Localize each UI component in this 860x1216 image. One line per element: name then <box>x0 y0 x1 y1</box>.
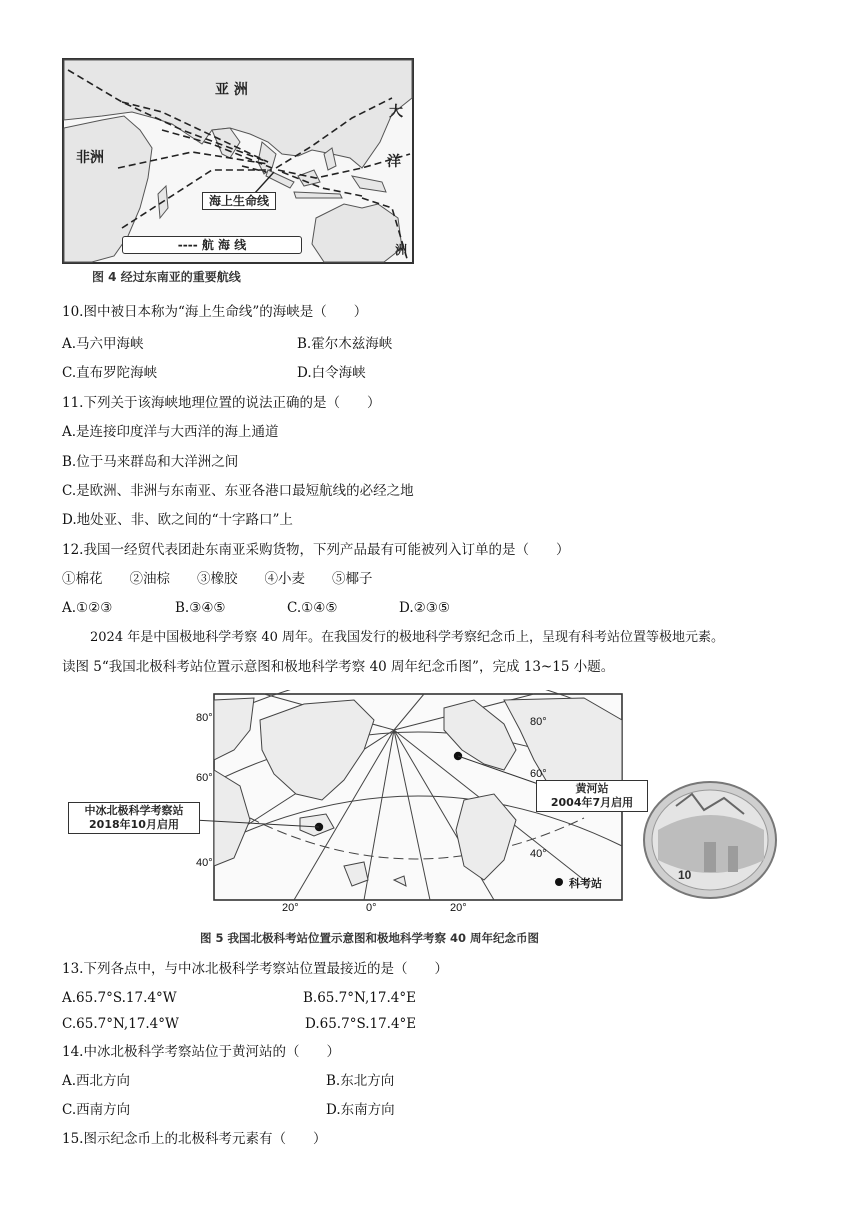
lat-label-right-40: 40° <box>530 848 547 860</box>
q12-stem: 12.我国一经贸代表团赴东南亚采购货物，下列产品最有可能被列入订单的是（ ） <box>62 542 570 558</box>
q13-option-a[interactable]: A.65.7°S.17.4°W <box>62 990 177 1006</box>
legend-station-dot <box>555 878 563 886</box>
lat-label-right-60: 60° <box>530 768 547 780</box>
coin-value: 10 <box>678 868 692 882</box>
q12-option-a[interactable]: A.①②③ <box>62 600 113 616</box>
lat-label-left-40: 40° <box>196 857 213 869</box>
q12-option-d[interactable]: D.②③⑤ <box>399 600 450 616</box>
label-africa: 非洲 <box>76 150 104 166</box>
intro-line-2: 读图 5“我国北极科考站位置示意图和极地科学考察 40 周年纪念币图”，完成 13~15 小题。 <box>62 659 615 675</box>
q12-option-b[interactable]: B.③④⑤ <box>175 600 226 616</box>
q11-option-b[interactable]: B.位于马来群岛和大洋洲之间 <box>62 454 239 470</box>
figure-5-caption: 图 5 我国北极科考站位置示意图和极地科学考察 40 周年纪念币图 <box>200 931 540 945</box>
lon-label-20w: 20° <box>282 902 299 914</box>
q14-option-b[interactable]: B.东北方向 <box>326 1073 395 1089</box>
q13-option-d[interactable]: D.65.7°S.17.4°E <box>305 1016 417 1032</box>
q11-option-a[interactable]: A.是连接印度洋与大西洋的海上通道 <box>62 424 279 440</box>
q11-option-c[interactable]: C.是欧洲、非洲与东南亚、东亚各港口最短航线的必经之地 <box>62 483 414 499</box>
lat-label-left-80: 80° <box>196 712 213 724</box>
lon-label-0: 0° <box>366 902 377 914</box>
q15-stem: 15.图示纪念币上的北极科考元素有（ ） <box>62 1131 327 1147</box>
q10-option-d[interactable]: D.白令海峡 <box>297 365 366 381</box>
route-legend: ---- 航 海 线 <box>122 236 302 254</box>
lon-label-20e: 20° <box>450 902 467 914</box>
label-oceania-mid: 洋 <box>387 154 401 170</box>
q11-option-d[interactable]: D.地处亚、非、欧之间的“十字路口”上 <box>62 512 293 528</box>
lat-label-left-60: 60° <box>196 772 213 784</box>
q13-stem: 13.下列各点中，与中冰北极科学考察站位置最接近的是（ ） <box>62 961 448 977</box>
lat-label-right-80: 80° <box>530 716 547 728</box>
q14-option-a[interactable]: A.西北方向 <box>62 1073 131 1089</box>
q12-option-c[interactable]: C.①④⑤ <box>287 600 338 616</box>
q14-stem: 14.中冰北极科学考察站位于黄河站的（ ） <box>62 1044 340 1060</box>
figure-4-map <box>62 58 414 264</box>
lifeline-label: 海上生命线 <box>202 192 276 210</box>
label-asia: 亚 洲 <box>215 82 248 98</box>
q10-option-a[interactable]: A.马六甲海峡 <box>62 336 144 352</box>
q14-option-d[interactable]: D.东南方向 <box>326 1102 395 1118</box>
intro-line-1: 2024 年是中国极地科学考察 40 周年。在我国发行的极地科学考察纪念币上，呈现有科考站位置等极地元素。 <box>90 630 725 645</box>
huanghe-station-date: 2004年7月启用 <box>550 796 634 809</box>
q10-option-b[interactable]: B.霍尔木兹海峡 <box>297 336 393 352</box>
label-oceania-bottom: 洲 <box>395 243 408 257</box>
q12-items: ①棉花 ②油棕 ③橡胶 ④小麦 ⑤椰子 <box>62 571 373 587</box>
q11-stem: 11.下列关于该海峡地理位置的说法正确的是（ ） <box>62 395 381 411</box>
zhongbing-station-name: 中冰北极科学考察站 <box>84 804 184 817</box>
huanghe-station-name: 黄河站 <box>575 782 609 795</box>
shipping-routes-map <box>62 58 414 264</box>
figure-5-map <box>64 690 794 922</box>
zhongbing-station-date: 2018年10月启用 <box>89 818 179 831</box>
commemorative-coin <box>644 782 776 898</box>
legend-station-label: 科考站 <box>569 877 602 890</box>
huanghe-station-label <box>536 780 648 812</box>
q13-option-b[interactable]: B.65.7°N,17.4°E <box>303 990 416 1006</box>
q10-option-c[interactable]: C.直布罗陀海峡 <box>62 365 158 381</box>
figure-4-caption: 图 4 经过东南亚的重要航线 <box>92 270 241 284</box>
q13-option-c[interactable]: C.65.7°N,17.4°W <box>62 1016 179 1032</box>
q10-stem: 10.图中被日本称为“海上生命线”的海峡是（ ） <box>62 304 368 320</box>
q14-option-c[interactable]: C.西南方向 <box>62 1102 131 1118</box>
label-oceania-top: 大 <box>389 104 403 120</box>
zhongbing-station-label <box>68 802 200 834</box>
